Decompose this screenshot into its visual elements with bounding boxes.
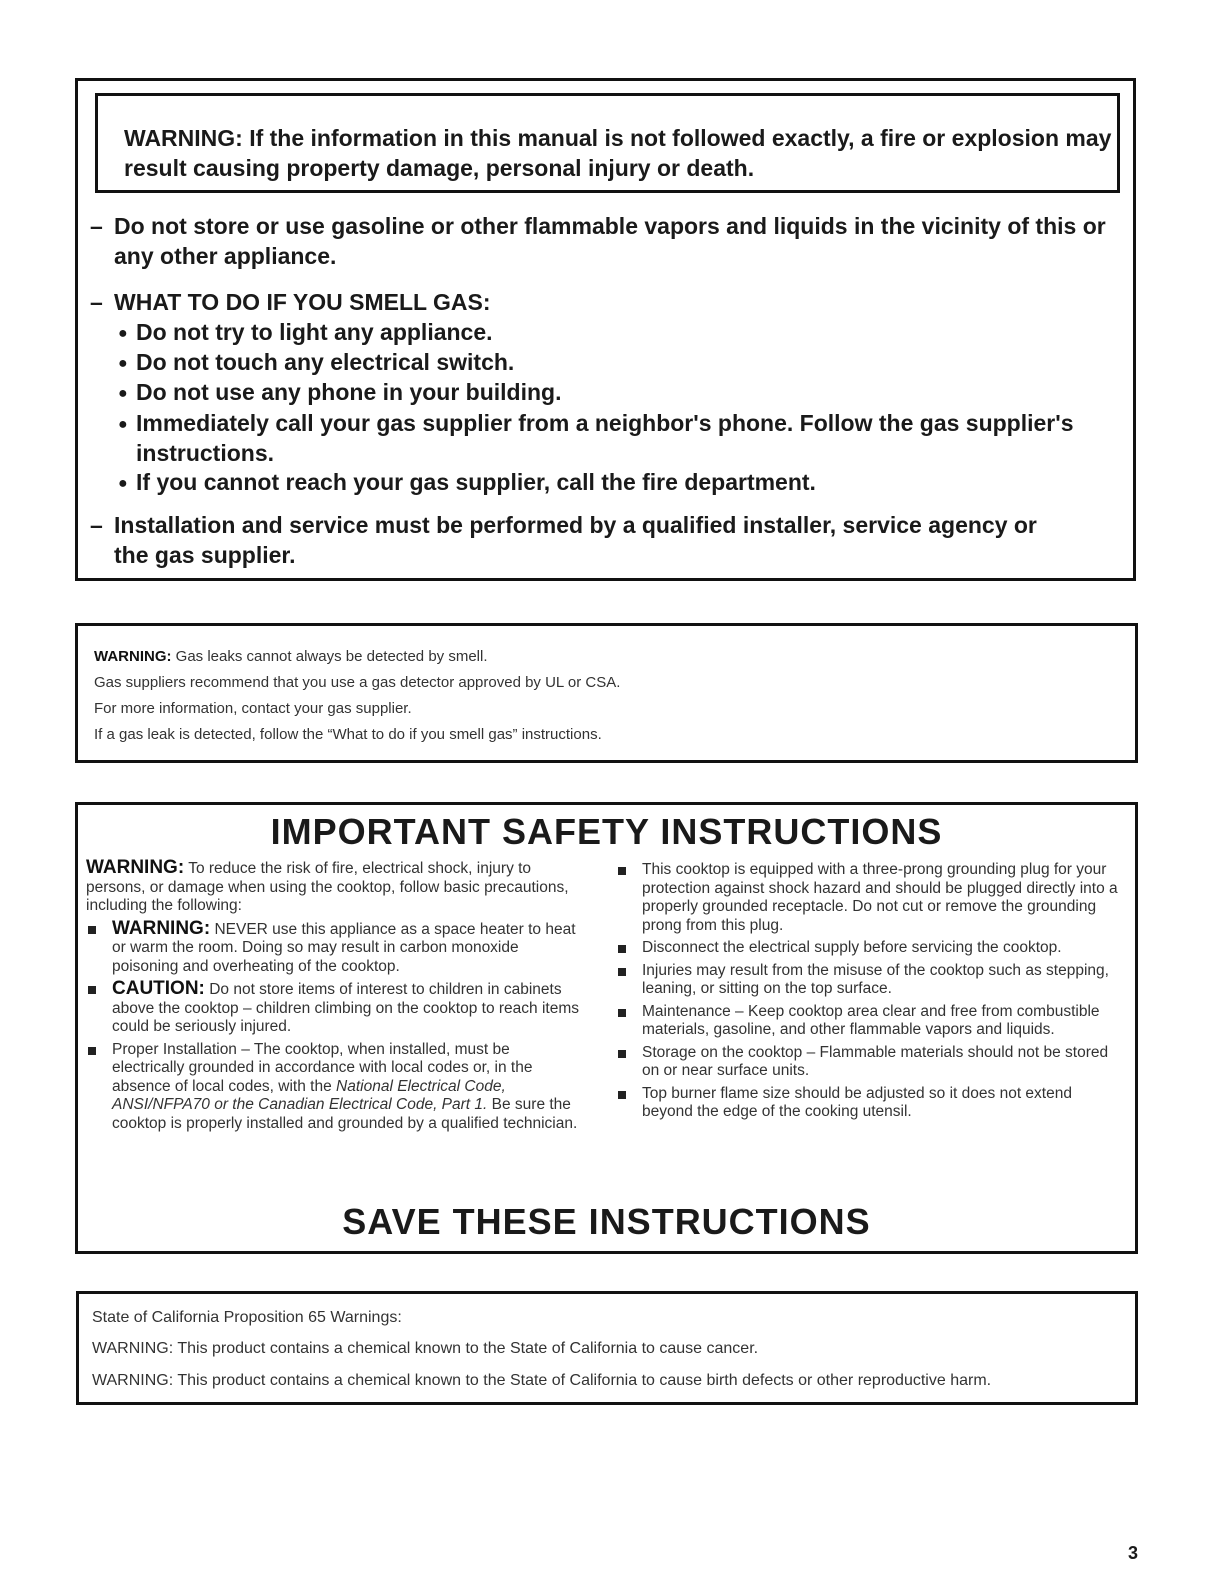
- safety-item-text: Do not store items of interest to children in cabinets above the cooktop – children climbing on the cooktop to reach items could be seriously injured.: [112, 981, 579, 1035]
- gas-warning-headline-box: [95, 93, 1120, 193]
- safety-list-item: [616, 1044, 1121, 1081]
- gas-leak-line-4: If a gas leak is detected, follow the “What to do if you smell gas” instructions.: [94, 726, 602, 743]
- smell-gas-bullet: [118, 467, 1118, 499]
- smell-gas-bullet: [118, 408, 1118, 468]
- bullet-dot-icon: ●: [118, 385, 128, 402]
- bullet-dot-icon: ●: [118, 475, 128, 492]
- prop65-heading: State of California Proposition 65 Warnings:: [92, 1309, 402, 1326]
- safety-list-item: [616, 1003, 1121, 1040]
- safety-intro-text: To reduce the risk of fire, electrical shock, injury to persons, or damage when using the cooktop, follow basic precautions, including the following:: [86, 860, 569, 914]
- safety-intro: [86, 859, 586, 916]
- gas-leak-line-2: Gas suppliers recommend that you use a gas detector approved by UL or CSA.: [94, 674, 621, 691]
- safety-item-text: Storage on the cooktop – Flammable materials should not be stored on or near surface units.: [642, 1043, 1109, 1079]
- bullet-dot-icon: ●: [118, 325, 128, 342]
- smell-gas-bullet: [118, 377, 1118, 409]
- safety-list-item: [86, 1041, 586, 1134]
- square-bullet-icon: [88, 986, 96, 994]
- smell-gas-bullet-text: Do not try to light any appliance.: [136, 319, 493, 345]
- bullet-dot-icon: ●: [118, 355, 128, 372]
- safety-list-item: [86, 917, 586, 977]
- safety-item-text: NEVER use this appliance as a space heater to heat or warm the room. Doing so may result in carbon monoxide poisoning and overheating of the cooktop.: [112, 920, 576, 975]
- safety-item-text: Be sure the cooktop is properly installed and grounded by a qualified technician.: [112, 1096, 578, 1132]
- square-bullet-icon: [88, 926, 96, 934]
- safety-item-text: Injuries may result from the misuse of the cooktop such as stepping, leaning, or sitting on the top surface.: [642, 961, 1109, 997]
- safety-list-item: [616, 939, 1121, 958]
- safety-left-column: [86, 859, 586, 1137]
- square-bullet-icon: [618, 945, 626, 953]
- square-bullet-icon: [618, 867, 626, 875]
- safety-item-text: Disconnect the electrical supply before servicing the cooktop.: [642, 939, 1062, 956]
- gas-leak-warning-box: [75, 623, 1138, 763]
- prop65-cancer-warning: WARNING: This product contains a chemical known to the State of California to cause cancer.: [92, 1340, 759, 1357]
- square-bullet-icon: [618, 968, 626, 976]
- safety-right-column: [616, 861, 1121, 1126]
- safety-item-text: Top burner flame size should be adjusted so it does not extend beyond the edge of the cooking utensil.: [642, 1084, 1072, 1120]
- warning-label: WARNING:: [94, 648, 172, 665]
- smell-gas-bullet-text: If you cannot reach your gas supplier, call the fire department.: [136, 469, 816, 495]
- safety-item-text: Maintenance – Keep cooktop area clear and free from combustible materials, gasoline, and other flammable vapors and liquids.: [642, 1002, 1100, 1038]
- smell-gas-bullet: [118, 347, 1118, 379]
- gas-warning-item-3: [90, 510, 1130, 570]
- bullet-dot-icon: ●: [118, 416, 128, 433]
- caution-label: CAUTION:: [112, 978, 205, 999]
- safety-instructions-box: [75, 802, 1138, 1254]
- dash-mark: –: [90, 512, 103, 538]
- square-bullet-icon: [618, 1050, 626, 1058]
- gas-warning-item-3-text: Installation and service must be performed by a qualified installer, service agency or the gas supplier.: [114, 512, 1037, 568]
- gas-warning-box: [75, 78, 1136, 581]
- safety-list-item: [616, 1085, 1121, 1122]
- prop65-warning-box: [76, 1291, 1138, 1405]
- gas-warning-headline: WARNING: If the information in this manual is not followed exactly, a fire or explosion may result causing property damage, personal injury or death.: [124, 125, 1112, 181]
- electrical-code-reference: National Electrical Code, ANSI/NFPA70 or the Canadian Electrical Code, Part 1.: [112, 1077, 506, 1113]
- safety-list-item: [616, 962, 1121, 999]
- safety-list-item: [86, 980, 586, 1037]
- gas-leak-text: Gas leaks cannot always be detected by smell.: [175, 648, 488, 665]
- gas-warning-item-2: [90, 287, 1130, 317]
- gas-leak-line-1: [94, 647, 488, 667]
- square-bullet-icon: [88, 1047, 96, 1055]
- warning-label: WARNING:: [112, 917, 211, 939]
- dash-mark: –: [90, 289, 103, 315]
- safety-item-text: Proper Installation – The cooktop, when installed, must be electrically grounded in accordance with local codes or, in the absence of local codes, with the: [112, 1040, 533, 1095]
- gas-warning-item-1-text: Do not store or use gasoline or other flammable vapors and liquids in the vicinity of this or any other appliance.: [114, 213, 1106, 269]
- warning-label: WARNING:: [86, 857, 185, 878]
- smell-gas-bullet: [118, 317, 1118, 349]
- dash-mark: –: [90, 213, 103, 239]
- gas-leak-line-3: For more information, contact your gas supplier.: [94, 700, 412, 717]
- smell-gas-bullet-text: Do not touch any electrical switch.: [136, 349, 515, 375]
- smell-gas-bullet-text: Do not use any phone in your building.: [136, 379, 562, 405]
- gas-warning-item-1: [90, 211, 1130, 271]
- smell-gas-bullet-text: Immediately call your gas supplier from a neighbor's phone. Follow the gas supplier's instructions.: [136, 410, 1074, 466]
- square-bullet-icon: [618, 1009, 626, 1017]
- safety-list-item: [616, 861, 1121, 935]
- safety-item-text: This cooktop is equipped with a three-prong grounding plug for your protection against shock hazard and should be plugged directly into a properly grounded receptacle. Do not cut or remove the grounding prong from this plug.: [642, 861, 1118, 934]
- save-instructions-title: SAVE THESE INSTRUCTIONS: [342, 1201, 871, 1242]
- page-number: 3: [1128, 1543, 1139, 1563]
- safety-title: IMPORTANT SAFETY INSTRUCTIONS: [270, 811, 943, 852]
- prop65-reproductive-warning: WARNING: This product contains a chemical known to the State of California to cause birth defects or other reproductive harm.: [92, 1372, 992, 1389]
- gas-warning-item-2-text: WHAT TO DO IF YOU SMELL GAS:: [114, 289, 491, 315]
- square-bullet-icon: [618, 1091, 626, 1099]
